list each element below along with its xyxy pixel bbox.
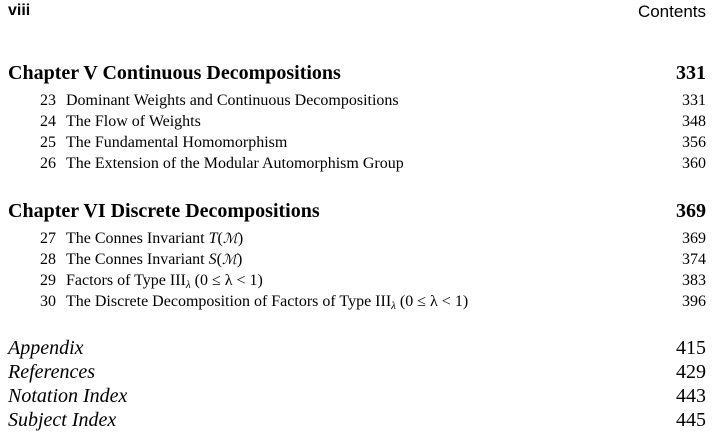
chapter-title: Chapter V Continuous Decompositions [8,62,341,84]
section-page: 383 [682,272,706,289]
section-page: 396 [682,293,706,310]
backmatter-title: Subject Index [8,409,117,431]
section-title: The Fundamental Homomorphism [66,134,288,151]
section-page: 331 [682,92,706,109]
section-page: 360 [682,155,706,172]
section-title-text: Factors of Type III [66,272,186,289]
section-condition: (0 ≤ λ < 1) [395,293,469,310]
section-number: 28 [40,251,56,268]
backmatter-page: 429 [676,361,706,383]
section-title-text: The Connes Invariant [66,230,209,247]
toc-entry-30[interactable] [40,293,706,313]
section-page: 356 [682,134,706,151]
backmatter-page: 443 [676,385,706,407]
section-title: The Flow of Weights [66,113,201,130]
section-number: 25 [40,134,56,151]
algebra-symbol: ℳ [222,231,238,247]
toc-appendix[interactable] [8,337,706,361]
section-title: The Connes Invariant T(ℳ) [66,230,244,247]
toc-references[interactable] [8,361,706,385]
chapter-vi-heading[interactable] [8,200,706,226]
backmatter-title: Notation Index [8,385,128,407]
section-page: 348 [682,113,706,130]
toc-subject-index[interactable] [8,409,706,433]
toc-entry-27[interactable] [40,230,706,250]
backmatter-title: References [8,361,95,383]
algebra-symbol: ℳ [221,252,237,268]
section-title: The Extension of the Modular Automorphism Group [66,155,404,172]
toc-entry-23[interactable] [40,92,706,112]
page-number: viii [8,2,31,19]
section-number: 30 [40,293,56,310]
section-number: 27 [40,230,56,247]
section-title [66,293,468,310]
section-title: The Connes Invariant S(ℳ) [66,251,243,268]
section-condition: (0 ≤ λ < 1) [190,272,263,289]
chapter-title: Chapter VI Discrete Decompositions [8,200,320,222]
chapter-page: 369 [676,200,706,222]
backmatter-title: Appendix [8,337,84,359]
section-number: 24 [40,113,56,130]
section-page: 374 [682,251,706,268]
section-number: 26 [40,155,56,172]
backmatter-page: 415 [676,337,706,359]
running-head [0,0,720,24]
section-title [66,272,263,289]
toc-notation-index[interactable] [8,385,706,409]
toc-entry-24[interactable] [40,113,706,133]
chapter-page: 331 [676,62,706,84]
type-subscript: λ [391,300,396,312]
section-title-text: The Connes Invariant [66,251,209,268]
section-number: 23 [40,92,56,109]
type-subscript: λ [185,279,191,291]
section-title: Dominant Weights and Continuous Decompositions [66,92,399,109]
chapter-v-heading[interactable] [8,62,706,88]
section-page: 369 [682,230,706,247]
toc-entry-25[interactable] [40,134,706,154]
section-number: 29 [40,272,56,289]
toc-entry-29[interactable] [40,272,706,292]
backmatter-page: 445 [676,409,706,431]
toc-entry-28[interactable] [40,251,706,271]
invariant-symbol: T [208,230,218,247]
section-title-text: The Discrete Decomposition of Factors of Type III [66,293,392,310]
invariant-symbol: S [208,251,217,268]
toc-entry-26[interactable] [40,155,706,175]
running-title: Contents [637,2,706,21]
